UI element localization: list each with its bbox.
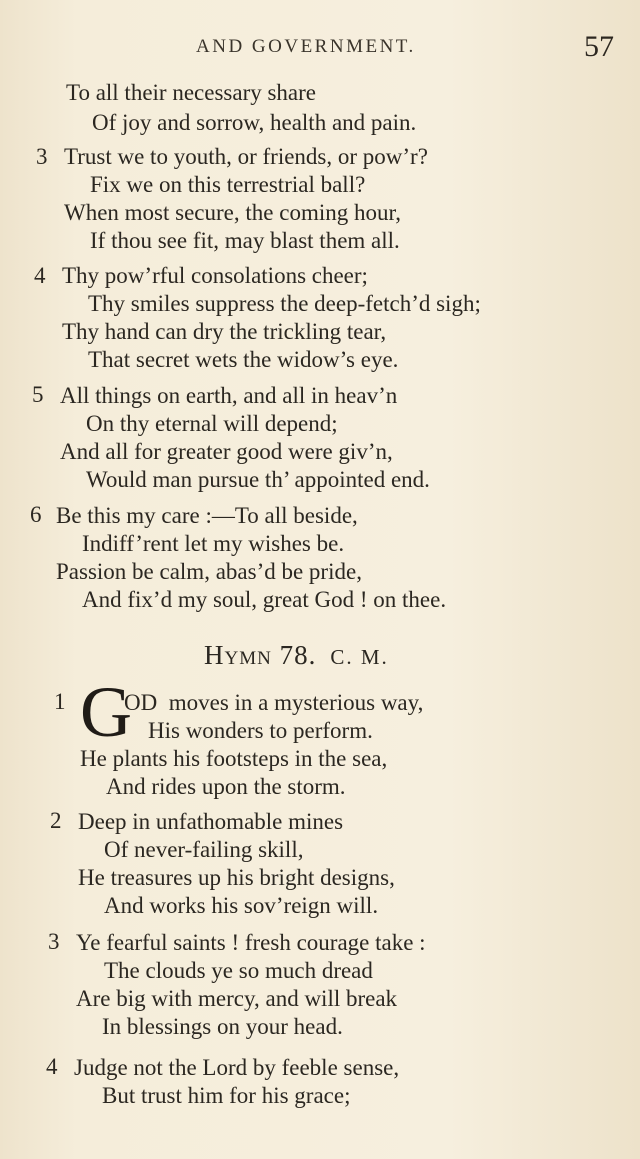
- stanza-number: 6: [30, 502, 42, 527]
- stanza-line: Thy pow’rful consolations cheer;: [62, 263, 368, 288]
- stanza-line: Deep in unfathomable mines: [78, 809, 344, 834]
- stanza-line: That secret wets the widow’s eye.: [88, 347, 399, 372]
- stanza-line: Indiff’rent let my wishes be.: [82, 531, 345, 556]
- stanza-line: When most secure, the coming hour,: [64, 200, 401, 225]
- stanza-number: 3: [36, 144, 48, 169]
- stanza-number: 2: [50, 808, 62, 833]
- first-line: [124, 689, 423, 717]
- stanza-line: His wonders to perform.: [148, 718, 373, 743]
- stanza-line: And all for greater good were giv’n,: [60, 439, 393, 464]
- stanza-number: 1: [54, 689, 66, 714]
- stanza-line: To all their necessary share: [66, 80, 317, 105]
- stanza-line: Of joy and sorrow, health and pain.: [92, 110, 417, 135]
- stanza-line: And works his sov’reign will.: [104, 893, 379, 918]
- stanza-line: Thy smiles suppress the deep-fetch’d sigh;: [88, 291, 481, 316]
- stanza-line: But trust him for his grace;: [102, 1083, 351, 1108]
- stanza-number: 4: [46, 1054, 58, 1079]
- stanza-number: 5: [32, 382, 44, 407]
- stanza-line: moves in a mysterious way,: [168, 690, 424, 715]
- stanza-line: And fix’d my soul, great God ! on thee.: [82, 587, 447, 612]
- stanza-line: Of never-failing skill,: [104, 837, 304, 862]
- hymn-title: [204, 640, 389, 671]
- stanza-number: 4: [34, 263, 46, 288]
- stanza-line: On thy eternal will depend;: [86, 411, 338, 436]
- hymn-meter: C. M.: [330, 645, 389, 669]
- stanza-line: If thou see fit, may blast them all.: [90, 228, 400, 253]
- first-word-rest: OD: [124, 690, 158, 715]
- page-number: 57: [584, 30, 614, 63]
- drop-cap: G: [80, 672, 132, 752]
- page-header: [0, 30, 640, 70]
- stanza-line: He treasures up his bright designs,: [78, 865, 395, 890]
- stanza-line: All things on earth, and all in heav’n: [60, 383, 398, 408]
- stanza-line: Ye fearful saints ! fresh courage take :: [76, 930, 426, 955]
- stanza-line: Would man pursue th’ appointed end.: [86, 467, 430, 492]
- stanza-number: 3: [48, 929, 60, 954]
- stanza-line: Are big with mercy, and will break: [76, 986, 398, 1011]
- stanza-line: Be this my care :—To all beside,: [56, 503, 358, 528]
- hymn-title-text: Hymn 78.: [204, 640, 317, 670]
- stanza-line: Passion be calm, abas’d be pride,: [56, 559, 362, 584]
- stanza-line: Trust we to youth, or friends, or pow’r?: [64, 144, 428, 169]
- running-head: AND GOVERNMENT.: [196, 36, 416, 57]
- stanza-line: And rides upon the storm.: [106, 774, 346, 799]
- stanza-line: The clouds ye so much dread: [104, 958, 373, 983]
- stanza-line: Fix we on this terrestrial ball?: [90, 172, 366, 197]
- stanza-line: In blessings on your head.: [102, 1014, 343, 1039]
- stanza-line: Thy hand can dry the trickling tear,: [62, 319, 387, 344]
- stanza-line: He plants his footsteps in the sea,: [80, 746, 388, 771]
- stanza-line: Judge not the Lord by feeble sense,: [74, 1055, 400, 1080]
